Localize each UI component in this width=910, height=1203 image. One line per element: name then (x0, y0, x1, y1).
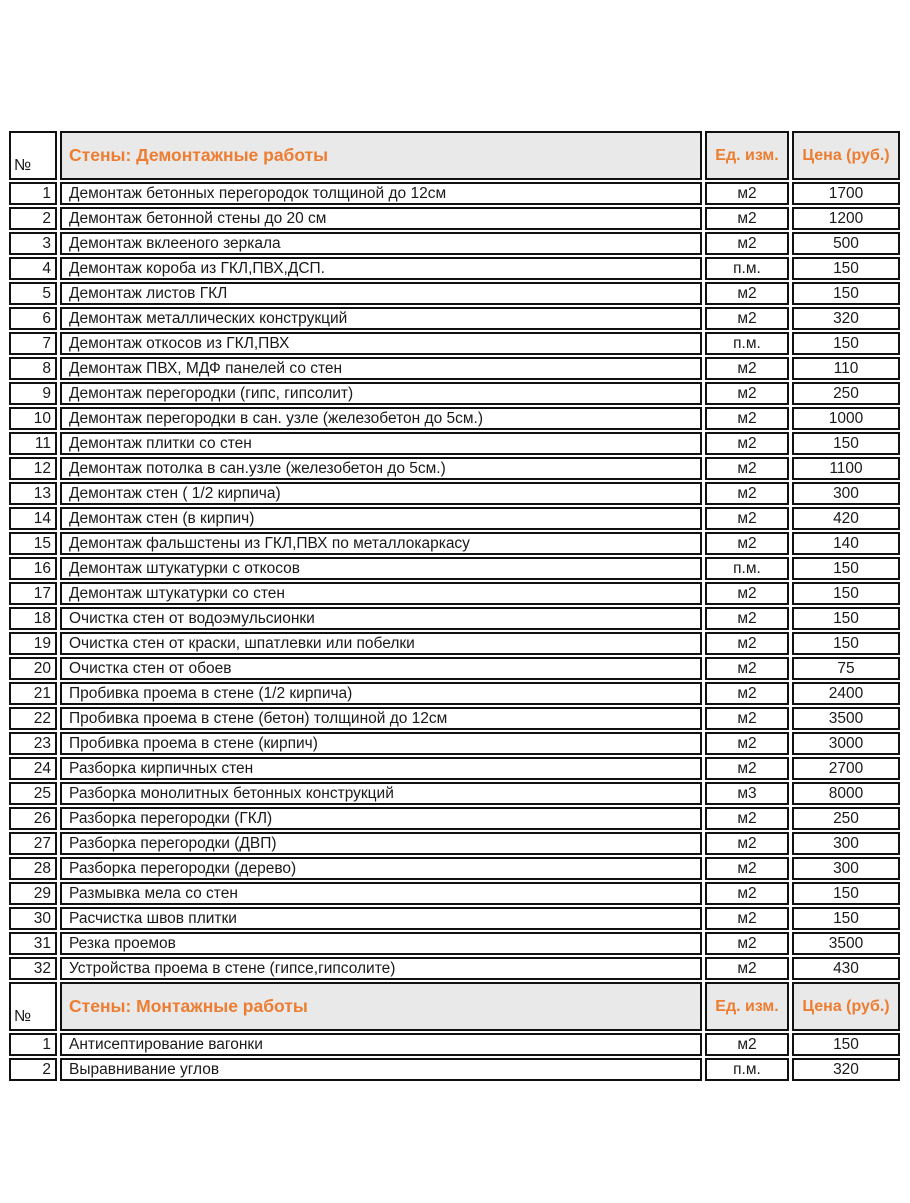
table-row (9, 357, 900, 380)
table-row (9, 382, 900, 405)
table-row (9, 532, 900, 555)
row-number: 29 (9, 882, 57, 905)
row-number: 26 (9, 807, 57, 830)
table-row (9, 432, 900, 455)
row-price: 1000 (792, 407, 900, 430)
table-row (9, 832, 900, 855)
row-work-name: Демонтаж вклееного зеркала (60, 232, 702, 255)
table-row (9, 257, 900, 280)
row-number: 17 (9, 582, 57, 605)
row-price: 150 (792, 1033, 900, 1056)
table-row (9, 957, 900, 980)
table-row (9, 782, 900, 805)
row-work-name: Размывка мела со стен (60, 882, 702, 905)
row-number: 18 (9, 607, 57, 630)
table-row (9, 482, 900, 505)
row-price: 75 (792, 657, 900, 680)
row-unit: м2 (705, 407, 789, 430)
row-unit: м2 (705, 457, 789, 480)
section-title: Стены: Демонтажные работы (60, 131, 702, 180)
row-number: 28 (9, 857, 57, 880)
row-unit: п.м. (705, 257, 789, 280)
table-row (9, 282, 900, 305)
row-unit: м2 (705, 707, 789, 730)
row-price: 320 (792, 1058, 900, 1081)
row-work-name: Антисептирование вагонки (60, 1033, 702, 1056)
row-price: 150 (792, 432, 900, 455)
row-price: 1100 (792, 457, 900, 480)
row-work-name: Демонтаж короба из ГКЛ,ПВХ,ДСП. (60, 257, 702, 280)
row-number: 1 (9, 182, 57, 205)
section-installation (9, 982, 900, 1081)
row-number: 16 (9, 557, 57, 580)
row-price: 3000 (792, 732, 900, 755)
row-unit: м2 (705, 207, 789, 230)
row-unit: м2 (705, 857, 789, 880)
table-row (9, 757, 900, 780)
row-number: 24 (9, 757, 57, 780)
row-price: 300 (792, 832, 900, 855)
table-row (9, 607, 900, 630)
row-work-name: Резка проемов (60, 932, 702, 955)
row-price: 150 (792, 882, 900, 905)
table-row (9, 882, 900, 905)
row-number: 20 (9, 657, 57, 680)
row-work-name: Пробивка проема в стене (1/2 кирпича) (60, 682, 702, 705)
section-title: Стены: Монтажные работы (60, 982, 702, 1031)
row-price: 150 (792, 582, 900, 605)
row-number: 9 (9, 382, 57, 405)
row-price: 300 (792, 482, 900, 505)
table-row (9, 582, 900, 605)
section-rows (9, 1033, 900, 1081)
row-price: 430 (792, 957, 900, 980)
row-price: 3500 (792, 932, 900, 955)
row-work-name: Очистка стен от краски, шпатлевки или побелки (60, 632, 702, 655)
row-number: 23 (9, 732, 57, 755)
row-number: 13 (9, 482, 57, 505)
row-unit: м2 (705, 532, 789, 555)
row-unit: п.м. (705, 557, 789, 580)
table-row (9, 1033, 900, 1056)
table-row (9, 207, 900, 230)
row-price: 150 (792, 257, 900, 280)
row-unit: м2 (705, 1033, 789, 1056)
row-work-name: Выравнивание углов (60, 1058, 702, 1081)
row-price: 1200 (792, 207, 900, 230)
row-unit: м2 (705, 757, 789, 780)
table-row (9, 1058, 900, 1081)
row-work-name: Демонтаж плитки со стен (60, 432, 702, 455)
row-price: 320 (792, 307, 900, 330)
row-number: 3 (9, 232, 57, 255)
row-number: 10 (9, 407, 57, 430)
row-number: 7 (9, 332, 57, 355)
row-work-name: Демонтаж стен ( 1/2 кирпича) (60, 482, 702, 505)
row-price: 2700 (792, 757, 900, 780)
row-work-name: Разборка перегородки (ГКЛ) (60, 807, 702, 830)
row-work-name: Демонтаж штукатурки с откосов (60, 557, 702, 580)
table-row (9, 657, 900, 680)
row-unit: м2 (705, 182, 789, 205)
row-number: 25 (9, 782, 57, 805)
row-work-name: Демонтаж листов ГКЛ (60, 282, 702, 305)
table-row (9, 682, 900, 705)
table-row (9, 632, 900, 655)
row-number: 31 (9, 932, 57, 955)
table-row (9, 507, 900, 530)
row-number: 4 (9, 257, 57, 280)
row-price: 140 (792, 532, 900, 555)
row-price: 150 (792, 907, 900, 930)
table-row (9, 307, 900, 330)
col-header-price: Цена (руб.) (792, 131, 900, 180)
row-price: 250 (792, 382, 900, 405)
table-row (9, 232, 900, 255)
row-work-name: Демонтаж бетонных перегородок толщиной до 12см (60, 182, 702, 205)
row-price: 150 (792, 282, 900, 305)
col-header-num: № (9, 982, 57, 1031)
row-number: 2 (9, 207, 57, 230)
row-work-name: Демонтаж бетонной стены до 20 см (60, 207, 702, 230)
row-unit: м2 (705, 382, 789, 405)
row-price: 3500 (792, 707, 900, 730)
col-header-unit: Ед. изм. (705, 131, 789, 180)
table-row (9, 457, 900, 480)
row-price: 500 (792, 232, 900, 255)
row-work-name: Очистка стен от обоев (60, 657, 702, 680)
table-row (9, 557, 900, 580)
row-number: 32 (9, 957, 57, 980)
row-unit: м2 (705, 957, 789, 980)
row-work-name: Разборка монолитных бетонных конструкций (60, 782, 702, 805)
row-unit: м2 (705, 507, 789, 530)
row-price: 150 (792, 607, 900, 630)
section-demolition (9, 131, 900, 980)
table-row (9, 907, 900, 930)
table-row (9, 332, 900, 355)
row-work-name: Демонтаж откосов из ГКЛ,ПВХ (60, 332, 702, 355)
row-unit: м2 (705, 732, 789, 755)
row-price: 8000 (792, 782, 900, 805)
row-number: 11 (9, 432, 57, 455)
row-work-name: Разборка перегородки (дерево) (60, 857, 702, 880)
row-work-name: Демонтаж стен (в кирпич) (60, 507, 702, 530)
row-number: 6 (9, 307, 57, 330)
row-number: 1 (9, 1033, 57, 1056)
row-unit: м2 (705, 482, 789, 505)
row-number: 21 (9, 682, 57, 705)
row-work-name: Демонтаж потолка в сан.узле (железобетон до 5см.) (60, 457, 702, 480)
row-number: 15 (9, 532, 57, 555)
section-header-row (9, 982, 900, 1031)
row-unit: м2 (705, 632, 789, 655)
table-row (9, 932, 900, 955)
row-number: 19 (9, 632, 57, 655)
row-price: 250 (792, 807, 900, 830)
row-price: 300 (792, 857, 900, 880)
row-work-name: Демонтаж ПВХ, МДФ панелей со стен (60, 357, 702, 380)
row-unit: м2 (705, 582, 789, 605)
row-work-name: Демонтаж перегородки в сан. узле (железобетон до 5см.) (60, 407, 702, 430)
row-unit: п.м. (705, 1058, 789, 1081)
row-price: 420 (792, 507, 900, 530)
row-price: 110 (792, 357, 900, 380)
row-work-name: Демонтаж штукатурки со стен (60, 582, 702, 605)
row-unit: м2 (705, 282, 789, 305)
row-work-name: Демонтаж перегородки (гипс, гипсолит) (60, 382, 702, 405)
col-header-num: № (9, 131, 57, 180)
table-row (9, 857, 900, 880)
table-row (9, 707, 900, 730)
table-row (9, 407, 900, 430)
row-price: 2400 (792, 682, 900, 705)
row-unit: м2 (705, 907, 789, 930)
row-unit: м2 (705, 307, 789, 330)
row-work-name: Разборка перегородки (ДВП) (60, 832, 702, 855)
row-unit: м2 (705, 357, 789, 380)
row-work-name: Демонтаж металлических конструкций (60, 307, 702, 330)
row-price: 150 (792, 332, 900, 355)
row-unit: м2 (705, 432, 789, 455)
row-number: 14 (9, 507, 57, 530)
section-header-row (9, 131, 900, 180)
row-number: 8 (9, 357, 57, 380)
table-row (9, 807, 900, 830)
row-price: 150 (792, 632, 900, 655)
col-header-unit: Ед. изм. (705, 982, 789, 1031)
row-number: 12 (9, 457, 57, 480)
row-unit: м2 (705, 607, 789, 630)
row-unit: м3 (705, 782, 789, 805)
row-work-name: Пробивка проема в стене (кирпич) (60, 732, 702, 755)
row-price: 1700 (792, 182, 900, 205)
row-unit: м2 (705, 682, 789, 705)
table-row (9, 732, 900, 755)
row-work-name: Демонтаж фальшстены из ГКЛ,ПВХ по металлокаркасу (60, 532, 702, 555)
row-number: 27 (9, 832, 57, 855)
row-unit: м2 (705, 807, 789, 830)
row-work-name: Разборка кирпичных стен (60, 757, 702, 780)
table-row (9, 182, 900, 205)
row-work-name: Расчистка швов плитки (60, 907, 702, 930)
row-work-name: Пробивка проема в стене (бетон) толщиной до 12см (60, 707, 702, 730)
section-rows (9, 182, 900, 980)
row-number: 5 (9, 282, 57, 305)
row-unit: м2 (705, 882, 789, 905)
col-header-price: Цена (руб.) (792, 982, 900, 1031)
row-unit: м2 (705, 832, 789, 855)
row-number: 2 (9, 1058, 57, 1081)
price-table (9, 131, 900, 1083)
row-unit: м2 (705, 657, 789, 680)
row-work-name: Очистка стен от водоэмульсионки (60, 607, 702, 630)
row-unit: п.м. (705, 332, 789, 355)
row-unit: м2 (705, 232, 789, 255)
row-number: 22 (9, 707, 57, 730)
row-price: 150 (792, 557, 900, 580)
row-unit: м2 (705, 932, 789, 955)
row-work-name: Устройства проема в стене (гипсе,гипсолите) (60, 957, 702, 980)
row-number: 30 (9, 907, 57, 930)
